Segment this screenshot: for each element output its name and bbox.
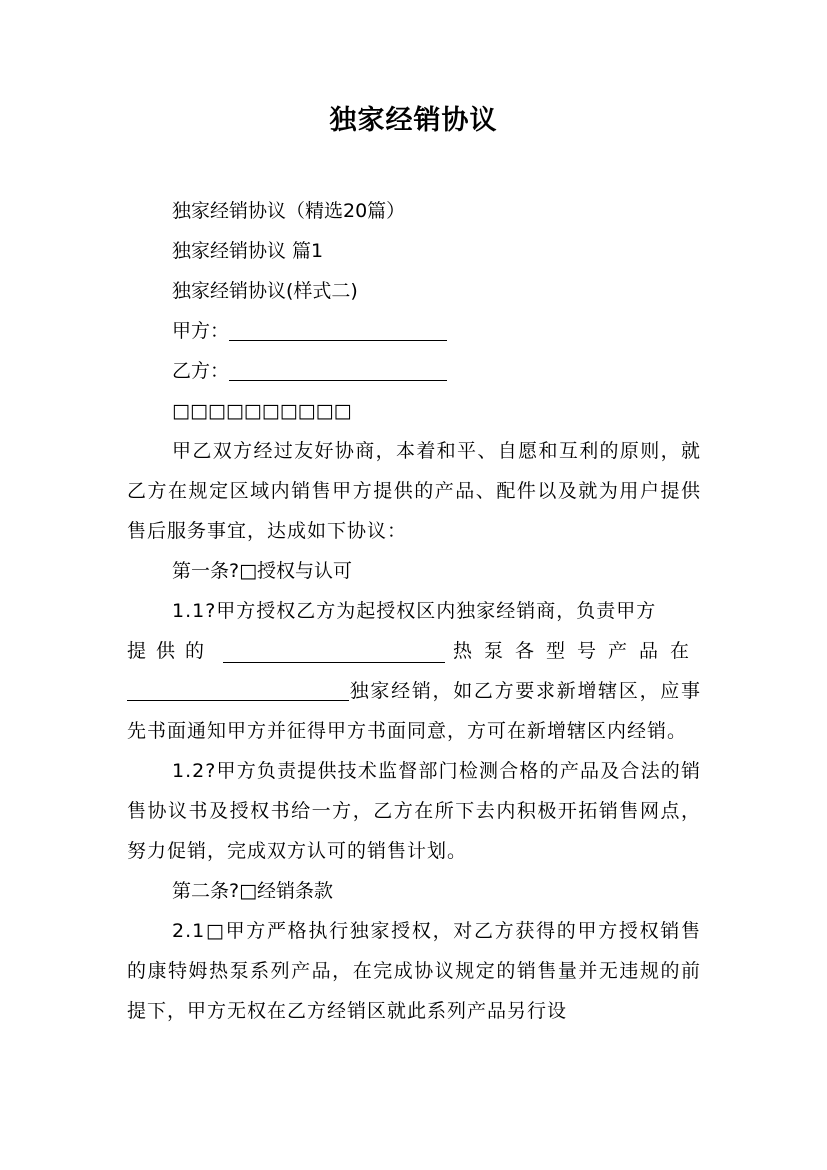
clause-1-1-line-c	[127, 671, 701, 751]
region-blank	[127, 678, 349, 701]
document-body	[127, 191, 701, 1031]
clause-1-2: 1.2?甲方负责提供技术监督部门检测合格的产品及合法的销售协议书及授权书给一方，乙方在所下去内积极开拓销售网点，努力促销，完成双方认可的销售计划。	[127, 760, 701, 862]
clause-1-1-text-b1: 提供的	[127, 640, 215, 662]
box-placeholder-line: □□□□□□□□□□	[172, 400, 352, 422]
party-b-blank	[229, 358, 447, 381]
document-title: 独家经销协议	[329, 105, 498, 136]
chapter-line: 独家经销协议 篇1	[172, 240, 324, 262]
clause-1-1-line-b	[127, 631, 701, 671]
product-blank	[223, 640, 445, 663]
clause-2-1: 2.1□甲方严格执行独家授权，对乙方获得的甲方授权销售的康特姆热泵系列产品，在完成协议规定的销售量并无违规的前提下，甲方无权在乙方经销区就此系列产品另行设	[127, 920, 701, 1022]
clause-1-1-text-b2: 热泵各型号产品在	[452, 640, 701, 662]
clause-1-1-text-c: 独家经销，如乙方要求新增辖区，应事先书面通知甲方并征得甲方书面同意，方可在新增辖区内经销。	[127, 680, 701, 742]
party-b-label: 乙方：	[172, 360, 230, 382]
clause-1-1-line-a: 1.1?甲方授权乙方为起授权区内独家经销商，负责甲方	[172, 600, 657, 622]
article2-heading: 第二条?□经销条款	[172, 880, 334, 902]
intro-paragraph: 甲乙双方经过友好协商，本着和平、自愿和互利的原则，就乙方在规定区域内销售甲方提供的产品、配件以及就为用户提供售后服务事宜，达成如下协议：	[127, 440, 701, 542]
party-b-line	[127, 351, 701, 391]
party-a-blank	[229, 318, 447, 341]
party-a-label: 甲方：	[172, 320, 230, 342]
subtitle-line: 独家经销协议（精选20篇）	[172, 200, 406, 222]
article1-heading: 第一条?□授权与认可	[172, 560, 353, 582]
party-a-line	[127, 311, 701, 351]
style-heading-line: 独家经销协议(样式二)	[172, 280, 358, 302]
